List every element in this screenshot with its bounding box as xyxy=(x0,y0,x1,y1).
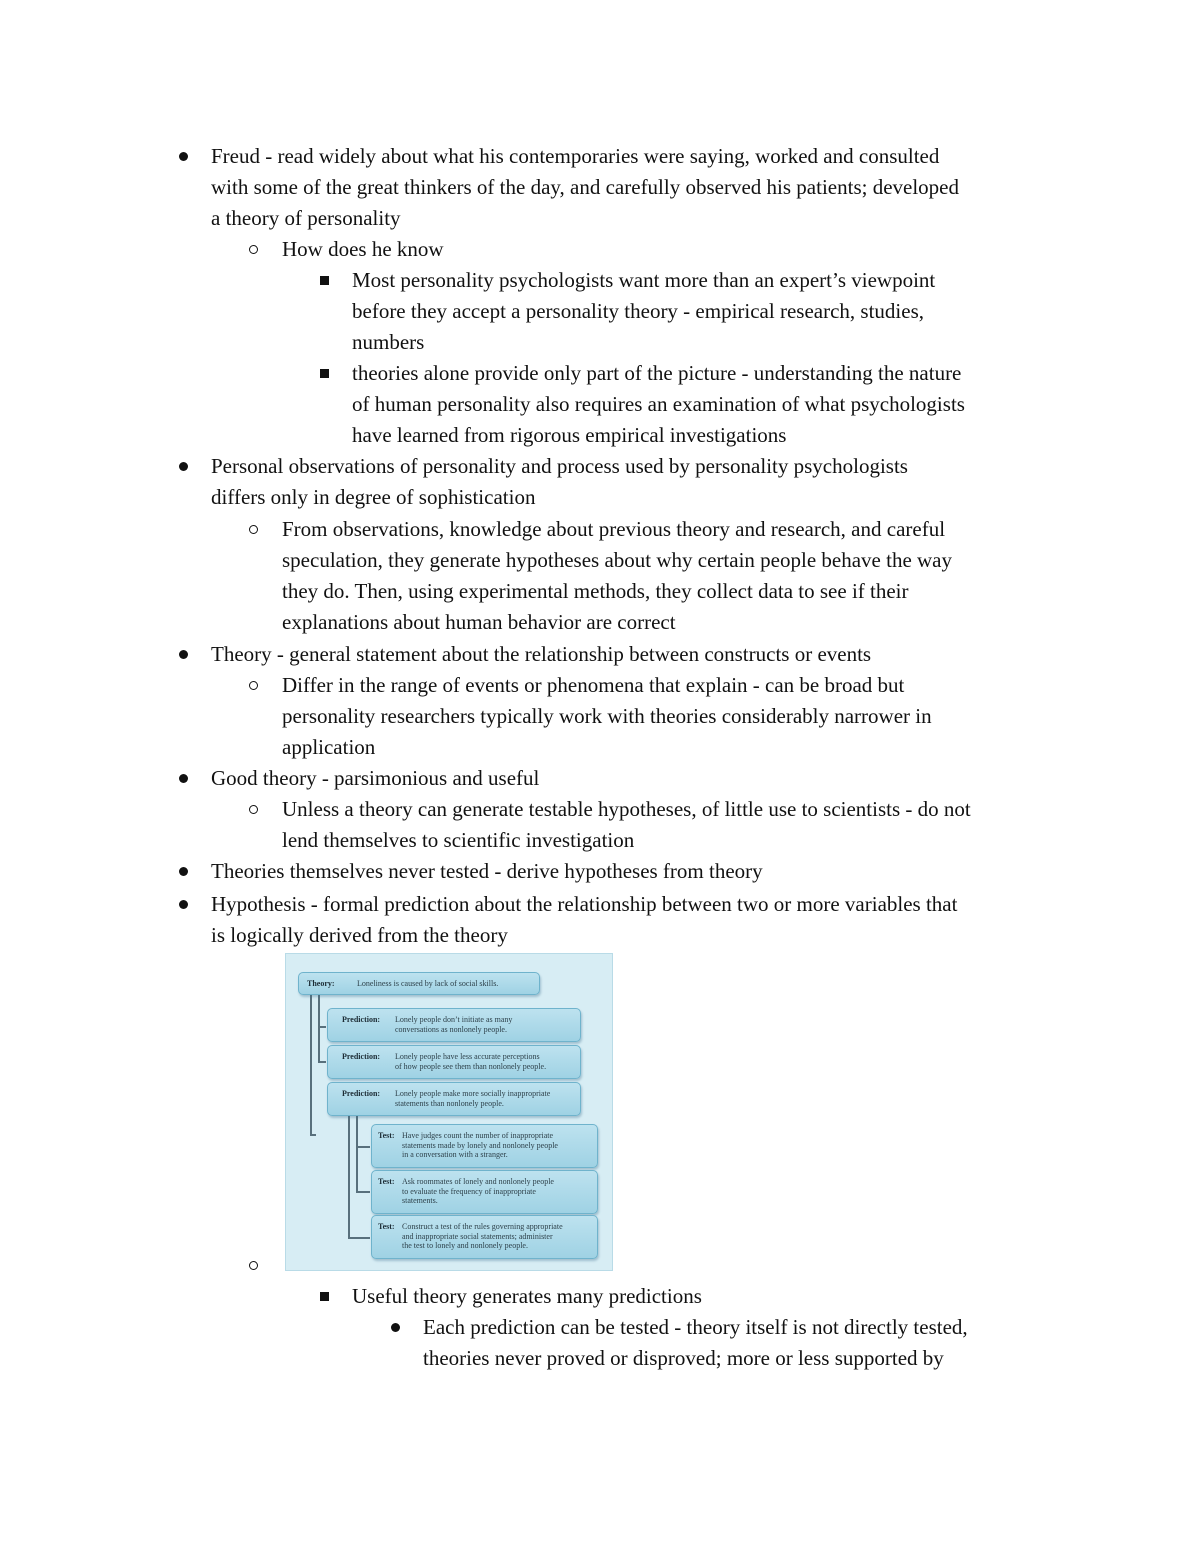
text-line: Differ in the range of events or phenomena that explain - can be broad but xyxy=(282,673,905,697)
text-line: Freud - read widely about what his contemporaries were saying, worked and consulted xyxy=(211,144,940,168)
text-line: differs only in degree of sophistication xyxy=(211,485,536,509)
prediction-box xyxy=(327,1008,581,1042)
connector-line xyxy=(318,1061,326,1063)
test-label: Test: xyxy=(378,1222,395,1231)
text-line: before they accept a personality theory - empirical research, studies, xyxy=(352,299,924,323)
bullet-circle xyxy=(249,525,258,534)
bullet-disc xyxy=(179,152,188,161)
bullet-disc xyxy=(179,462,188,471)
text-line: Good theory - parsimonious and useful xyxy=(211,766,540,790)
text-line: From observations, knowledge about previous theory and research, and careful xyxy=(282,517,946,541)
bullet-disc xyxy=(179,900,188,909)
text-line: theories alone provide only part of the picture - understanding the nature xyxy=(352,361,962,385)
test-label: Test: xyxy=(378,1131,395,1140)
connector-line xyxy=(348,1116,350,1238)
bullet-square xyxy=(320,369,329,378)
connector-line xyxy=(318,994,320,1062)
text-line: have learned from rigorous empirical investigations xyxy=(352,423,787,447)
connector-line xyxy=(356,1191,370,1193)
test-text: Have judges count the number of inappropriate statements made by lonely and nonlonely people in a conversation with a stranger. xyxy=(402,1131,558,1159)
text-line: of human personality also requires an examination of what psychologists xyxy=(352,392,965,416)
text-line: Theories themselves never tested - derive hypotheses from theory xyxy=(211,859,763,883)
prediction-text: Lonely people have less accurate perceptions of how people see them than nonlonely people. xyxy=(395,1052,547,1071)
prediction-label: Prediction: xyxy=(342,1089,381,1098)
prediction-label: Prediction: xyxy=(342,1015,381,1024)
test-text: Construct a test of the rules governing appropriate and inappropriate social statements; administer the test to lonely and nonlonely people. xyxy=(402,1222,563,1250)
text-line: Unless a theory can generate testable hypotheses, of little use to scientists - do not xyxy=(282,797,971,821)
bullet-disc xyxy=(179,774,188,783)
connector-line xyxy=(310,1134,316,1136)
prediction-box xyxy=(327,1082,581,1116)
text-line: theories never proved or disproved; more or less supported by xyxy=(423,1346,944,1370)
test-box xyxy=(371,1170,598,1214)
prediction-text: Lonely people don’t initiate as many conversations as nonlonely people. xyxy=(395,1015,513,1034)
text-line: is logically derived from the theory xyxy=(211,923,508,947)
bullet-circle xyxy=(249,805,258,814)
test-text: Ask roommates of lonely and nonlonely people to evaluate the frequency of inappropriate statements. xyxy=(402,1177,554,1205)
text-line: Each prediction can be tested - theory itself is not directly tested, xyxy=(423,1315,968,1339)
theory-label: Theory: xyxy=(307,979,335,988)
text-line: Personal observations of personality and process used by personality psychologists xyxy=(211,454,908,478)
bullet-disc xyxy=(179,650,188,659)
text-line: numbers xyxy=(352,330,425,354)
text-line: they do. Then, using experimental methods, they collect data to see if their xyxy=(282,579,909,603)
text-line: How does he know xyxy=(282,237,444,261)
bullet-circle xyxy=(249,245,258,254)
text-line: application xyxy=(282,735,376,759)
test-box xyxy=(371,1124,598,1168)
text-line: Most personality psychologists want more than an expert’s viewpoint xyxy=(352,268,936,292)
bullet-square xyxy=(320,1292,329,1301)
connector-line xyxy=(348,1237,370,1239)
text-line: Hypothesis - formal prediction about the relationship between two or more variables that xyxy=(211,892,958,916)
connector-line xyxy=(356,1146,370,1148)
bullet-disc xyxy=(391,1323,400,1332)
connector-line xyxy=(310,994,312,1136)
text-line: speculation, they generate hypotheses about why certain people behave the way xyxy=(282,548,953,572)
text-line: lend themselves to scientific investigation xyxy=(282,828,635,852)
connector-line xyxy=(356,1116,358,1192)
bullet-disc xyxy=(179,867,188,876)
text-line: with some of the great thinkers of the day, and carefully observed his patients; developed xyxy=(211,175,959,199)
connector-line xyxy=(318,1026,326,1028)
bullet-circle xyxy=(249,681,258,690)
test-box xyxy=(371,1215,598,1259)
text-line: personality researchers typically work with theories considerably narrower in xyxy=(282,704,932,728)
text-line: explanations about human behavior are correct xyxy=(282,610,676,634)
prediction-label: Prediction: xyxy=(342,1052,381,1061)
theory-text: Loneliness is caused by lack of social skills. xyxy=(357,979,499,988)
prediction-text: Lonely people make more socially inappropriate statements than nonlonely people. xyxy=(395,1089,551,1108)
text-line: a theory of personality xyxy=(211,206,401,230)
test-label: Test: xyxy=(378,1177,395,1186)
theory-box xyxy=(298,972,540,995)
bullet-circle xyxy=(249,1261,258,1270)
bullet-square xyxy=(320,276,329,285)
text-line: Useful theory generates many predictions xyxy=(352,1284,702,1308)
text-line: Theory - general statement about the relationship between constructs or events xyxy=(211,642,872,666)
theory-prediction-diagram xyxy=(285,953,613,1271)
prediction-box xyxy=(327,1045,581,1079)
